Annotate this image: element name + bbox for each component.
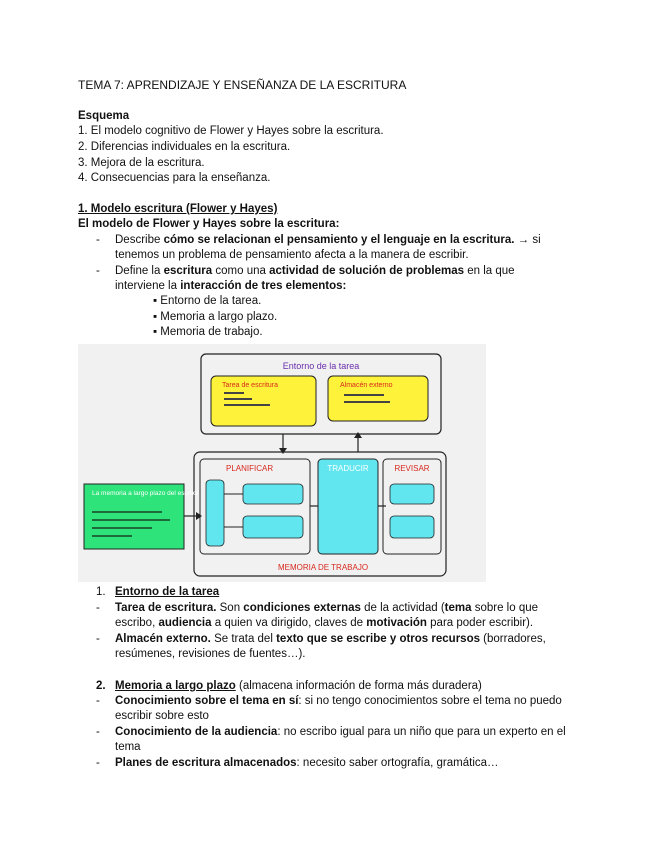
esquema-item: 4. Consecuencias para la enseñanza. xyxy=(78,172,271,184)
section-heading: 1. Modelo escritura (Flower y Hayes) xyxy=(78,203,278,215)
entorno-heading: Entorno de la tarea xyxy=(115,586,220,598)
paragraph-describe: Describe cómo se relacionan el pensamiento y el lenguaje en la escritura. → si xyxy=(115,234,541,246)
memoria-heading: Memoria a largo plazo (almacena información de forma más duradera) xyxy=(115,680,482,692)
conocimiento-tema-cont: escribir sobre esto xyxy=(115,710,209,722)
element-item: ▪ Memoria a largo plazo. xyxy=(153,311,278,323)
tarea-paragraph: Tarea de escritura. Son condiciones externas de la actividad (tema sobre lo que xyxy=(115,602,539,614)
entorno-label: Entorno de la tarea xyxy=(282,361,360,371)
element-item: ▪ Memoria de trabajo. xyxy=(153,326,263,338)
revisar-box xyxy=(383,459,441,554)
document-title: TEMA 7: APRENDIZAJE Y ENSEÑANZA DE LA ESCRITURA xyxy=(78,78,407,92)
traducir-label: TRADUCIR xyxy=(327,464,369,473)
paragraph-define-cont: interviene la interacción de tres elementos: xyxy=(115,280,347,292)
tarea-paragraph-cont: escribo, audiencia a quien va dirigido, claves de motivación para poder escribir). xyxy=(115,617,534,629)
flower-hayes-diagram xyxy=(78,344,486,582)
bullet-dash: - xyxy=(96,757,100,769)
bullet-dash: - xyxy=(96,695,100,707)
organizar-box xyxy=(206,480,224,546)
esquema-heading: Esquema xyxy=(78,110,130,122)
paragraph-describe-cont: tenemos un problema de pensamiento afecta a la manera de escribir. xyxy=(115,249,469,261)
paragraph-define: Define la escritura como una actividad de solución de problemas en la que xyxy=(115,265,515,277)
conocimiento-audiencia-cont: tema xyxy=(115,741,141,753)
bullet-dash: - xyxy=(96,602,100,614)
memoria-lp-title xyxy=(92,490,200,497)
traducir-box xyxy=(318,459,378,554)
almacen-paragraph-cont: resúmenes, revisiones de fuentes…). xyxy=(115,648,306,660)
list-number: 1. xyxy=(96,586,106,598)
almacen-label: Almacén externo xyxy=(340,382,393,389)
esquema-item: 2. Diferencias individuales en la escritura. xyxy=(78,141,291,153)
arrow-head xyxy=(279,448,287,454)
bullet-dash: - xyxy=(96,265,100,277)
almacen-paragraph: Almacén externo. Se trata del texto que se escribe y otros recursos (borradores, xyxy=(115,633,546,645)
leer-box xyxy=(390,484,434,504)
bullet-dash: - xyxy=(96,234,100,246)
arrow-head xyxy=(196,512,202,520)
conocimiento-audiencia: Conocimiento de la audiencia: no escribo igual para un niño que para un experto en el xyxy=(115,726,566,738)
esquema-item: 3. Mejora de la escritura. xyxy=(78,157,205,169)
objetivos-box xyxy=(243,516,303,538)
planificar-label: PLANIFICAR xyxy=(226,464,274,473)
esquema-item: 1. El modelo cognitivo de Flower y Hayes sobre la escritura. xyxy=(78,125,384,137)
bullet-dash: - xyxy=(96,633,100,645)
memoria-trabajo-label: MEMORIA DE TRABAJO xyxy=(277,563,369,572)
tarea-label: Tarea de escritura xyxy=(222,382,279,389)
svg-text:La memoria a largo plazo del e: La memoria a largo plazo del escritor xyxy=(92,490,199,497)
editar-box xyxy=(390,516,434,538)
section-subheading: El modelo de Flower y Hayes sobre la escritura: xyxy=(78,218,340,230)
arrow-head xyxy=(354,432,362,438)
planes-escritura: Planes de escritura almacenados: necesito saber ortografía, gramática… xyxy=(115,757,499,769)
conocimiento-tema: Conocimiento sobre el tema en sí: si no tengo conocimientos sobre el tema no puedo xyxy=(115,695,562,707)
revisar-label: REVISAR xyxy=(394,464,430,473)
element-item: ▪ Entorno de la tarea. xyxy=(153,295,262,307)
generar-box xyxy=(243,484,303,504)
list-number: 2. xyxy=(96,680,106,692)
bullet-dash: - xyxy=(96,726,100,738)
